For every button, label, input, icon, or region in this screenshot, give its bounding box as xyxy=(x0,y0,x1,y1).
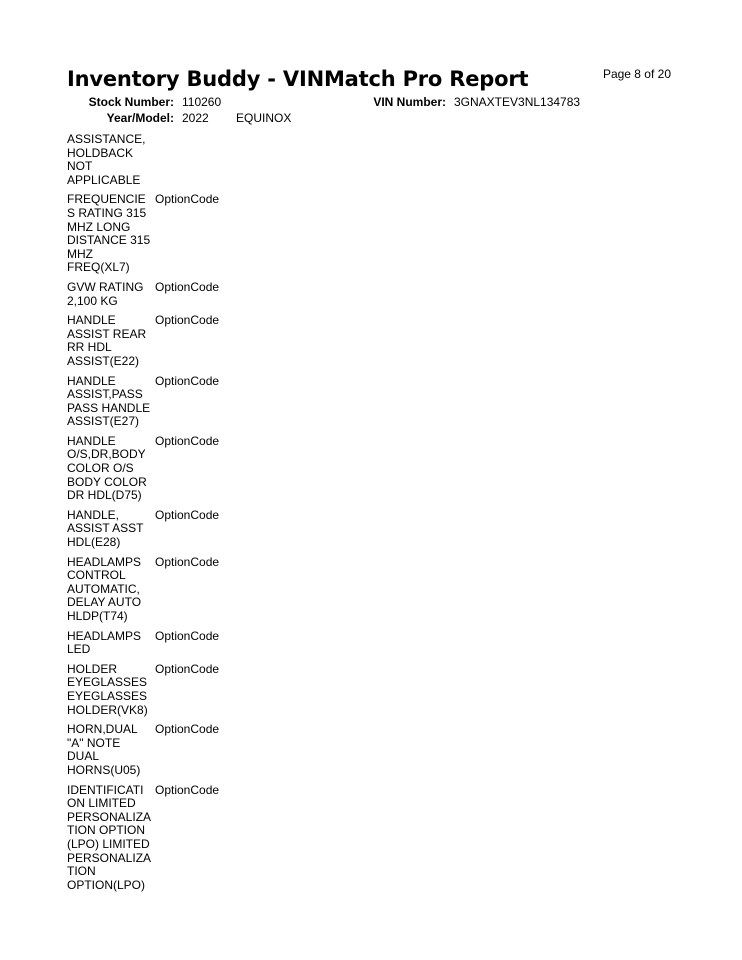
option-type: OptionCode xyxy=(155,313,220,328)
option-type: OptionCode xyxy=(155,554,220,569)
option-type: OptionCode xyxy=(155,373,220,388)
list-item xyxy=(67,784,267,893)
list-item xyxy=(67,375,267,429)
list-item xyxy=(67,281,267,308)
stock-number-value: 110260 xyxy=(182,95,222,109)
option-type: OptionCode xyxy=(155,507,220,522)
option-description: HANDLE ASSIST,PASS PASS HANDLE ASSIST(E27) xyxy=(67,373,151,429)
report-title: Inventory Buddy - VINMatch Pro Report xyxy=(67,67,529,91)
page-number: Page 8 of 20 xyxy=(602,67,671,81)
option-description: HANDLE ASSIST REAR RR HDL ASSIST(E22) xyxy=(67,313,147,368)
option-description: ASSISTANCE, HOLDBACK NOT APPLICABLE xyxy=(67,132,146,187)
year-value: 2022 xyxy=(182,111,209,125)
option-type: OptionCode xyxy=(155,782,220,797)
option-description: HOLDER EYEGLASSES EYEGLASSES HOLDER(VK8) xyxy=(67,661,148,717)
option-description: HANDLE, ASSIST ASST HDL(E28) xyxy=(67,507,144,550)
vin-number-label: VIN Number: xyxy=(373,95,446,109)
list-item xyxy=(67,556,267,624)
model-value: EQUINOX xyxy=(236,111,292,125)
option-type: OptionCode xyxy=(155,722,220,737)
list-item xyxy=(67,663,267,717)
option-type: OptionCode xyxy=(155,661,220,676)
option-description: HEADLAMPS CONTROL AUTOMATIC, DELAY AUTO HLDP(T74) xyxy=(67,554,142,623)
options-list xyxy=(67,133,267,898)
option-description: HANDLE O/S,DR,BODY COLOR O/S BODY COLOR DR HDL(D75) xyxy=(67,433,147,503)
option-type: OptionCode xyxy=(155,433,220,448)
stock-number-label: Stock Number: xyxy=(88,95,174,109)
list-item xyxy=(67,509,267,550)
option-type: OptionCode xyxy=(155,279,220,294)
option-description: FREQUENCIE S RATING 315 MHZ LONG DISTANCE 315 MHZ FREQ(XL7) xyxy=(67,192,151,275)
vin-number-value: 3GNAXTEV3NL134783 xyxy=(454,95,581,109)
list-item xyxy=(67,133,267,187)
list-item xyxy=(67,723,267,777)
option-description: IDENTIFICATI ON LIMITED PERSONALIZA TION OPTION (LPO) LIMITED PERSONALIZA TION OPTION(LPO) xyxy=(67,782,152,892)
list-item xyxy=(67,435,267,503)
option-description: HORN,DUAL "A" NOTE DUAL HORNS(U05) xyxy=(67,722,141,777)
year-model-label: Year/Model: xyxy=(106,111,174,125)
option-type: OptionCode xyxy=(155,192,220,207)
option-description: HEADLAMPS LED xyxy=(67,628,142,657)
list-item xyxy=(67,193,267,275)
option-type: OptionCode xyxy=(155,628,220,643)
list-item xyxy=(67,630,267,657)
list-item xyxy=(67,314,267,368)
option-description: GVW RATING 2,100 KG xyxy=(67,279,144,308)
